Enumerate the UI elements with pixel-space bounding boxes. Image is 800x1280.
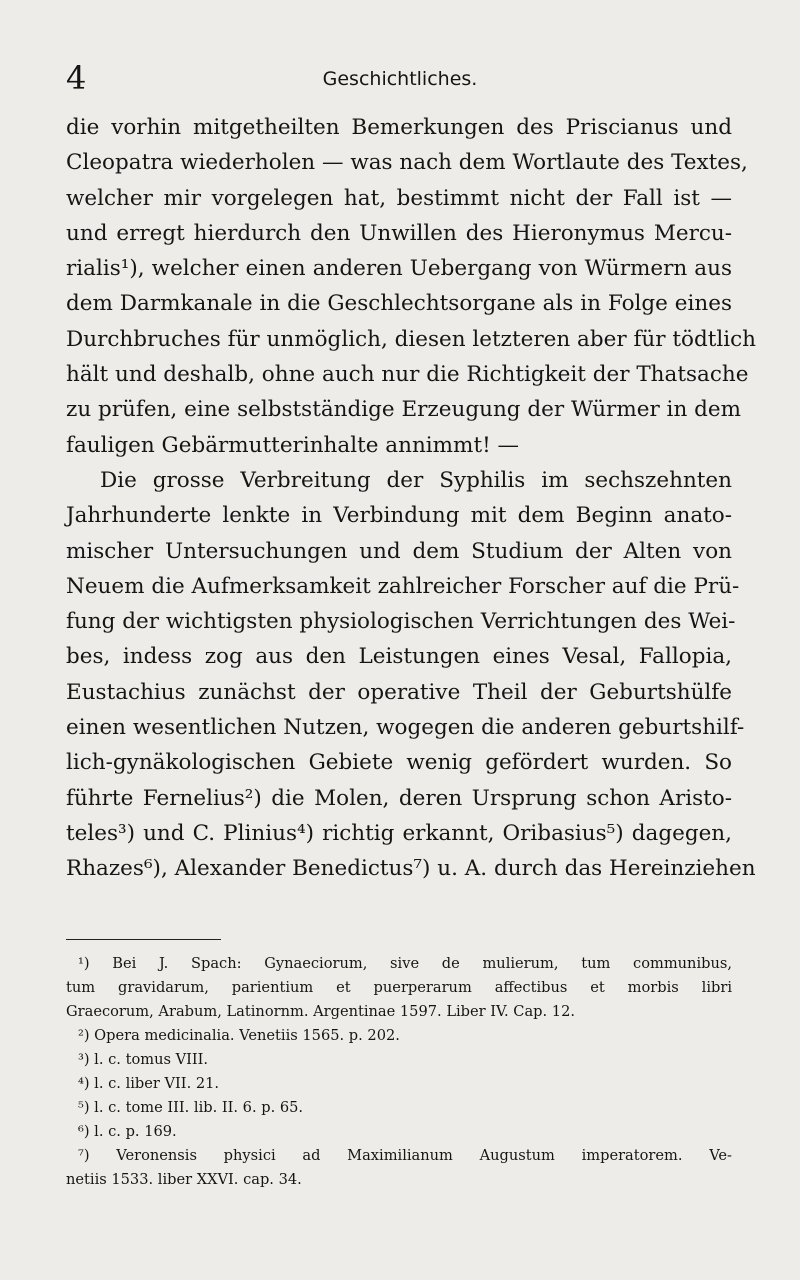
running-title: Geschichtliches.: [322, 68, 478, 90]
footnote-line: ⁶) l. c. p. 169.: [78, 1123, 177, 1140]
text-line: mischer Untersuchungen und dem Studium der Alten von: [66, 538, 732, 564]
text-line: fung der wichtigsten physiologischen Verrichtungen des Wei-: [66, 609, 736, 635]
text-line: dem Darmkanale in die Geschlechtsorgane als in Folge eines: [66, 291, 732, 317]
text-line: und erregt hierdurch den Unwillen des Hieronymus Mercu-: [66, 220, 732, 246]
text-line: Eustachius zunächst der operative Theil der Geburtshülfe: [66, 679, 732, 705]
text-line: Cleopatra wiederholen — was nach dem Wortlaute des Textes,: [66, 150, 748, 176]
text-line: zu prüfen, eine selbstständige Erzeugung der Würmer in dem: [66, 397, 741, 423]
text-line: Rhazes⁶), Alexander Benedictus⁷) u. A. durch das Hereinziehen: [66, 856, 756, 882]
footnote-line: ¹) Bei J. Spach: Gynaeciorum, sive de mulierum, tum communibus,: [78, 955, 732, 972]
text-line: rialis¹), welcher einen anderen Uebergang von Würmern aus: [66, 256, 732, 282]
text-line: Durchbruches für unmöglich, diesen letzteren aber für tödtlich: [66, 326, 757, 352]
text-line: führte Fernelius²) die Molen, deren Ursprung schon Aristo-: [66, 785, 732, 811]
body-text: [66, 110, 757, 887]
footnote-line: ⁴) l. c. liber VII. 21.: [78, 1075, 220, 1092]
footnote-line: Graecorum, Arabum, Latinornm. Argentinae 1597. Liber IV. Cap. 12.: [66, 1003, 575, 1020]
text-line: Jahrhunderte lenkte in Verbindung mit dem Beginn anato-: [66, 503, 732, 529]
footnote-line: ³) l. c. tomus VIII.: [78, 1051, 209, 1068]
footnotes: [66, 952, 732, 1192]
text-line: bes, indess zog aus den Leistungen eines Vesal, Fallopia,: [66, 644, 732, 670]
footnote-divider: [66, 939, 221, 940]
footnote-line: ⁵) l. c. tome III. lib. II. 6. p. 65.: [78, 1099, 304, 1116]
text-line: teles³) und C. Plinius⁴) richtig erkannt, Oribasius⁵) dagegen,: [66, 820, 732, 846]
text-line: Die grosse Verbreitung der Syphilis im sechszehnten: [100, 467, 732, 493]
text-line: hält und deshalb, ohne auch nur die Richtigkeit der Thatsache: [66, 362, 749, 388]
footnote-line: netiis 1533. liber XXVI. cap. 34.: [66, 1171, 302, 1188]
text-line: fauligen Gebärmutterinhalte annimmt! —: [66, 432, 520, 458]
page-number: 4: [66, 59, 87, 97]
footnote-line: tum gravidarum, parientium et puerperarum affectibus et morbis libri: [66, 979, 732, 996]
footnote-line: ⁷) Veronensis physici ad Maximilianum Augustum imperatorem. Ve-: [78, 1147, 732, 1164]
text-line: die vorhin mitgetheilten Bemerkungen des Priscianus und: [66, 115, 732, 140]
text-line: welcher mir vorgelegen hat, bestimmt nicht der Fall ist —: [66, 185, 732, 211]
text-line: einen wesentlichen Nutzen, wogegen die anderen geburtshilf-: [66, 715, 745, 741]
footnote-line: ²) Opera medicinalia. Venetiis 1565. p. 202.: [78, 1027, 400, 1044]
text-line: Neuem die Aufmerksamkeit zahlreicher Forscher auf die Prü-: [66, 573, 740, 599]
text-line: lich-gynäkologischen Gebiete wenig gefördert wurden. So: [66, 750, 732, 776]
